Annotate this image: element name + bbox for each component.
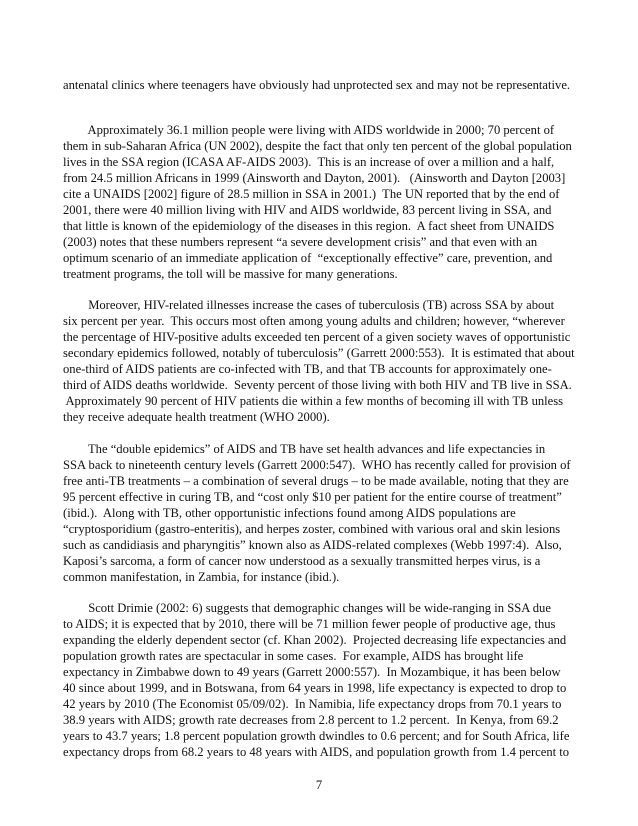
text-line: the percentage of HIV-positive adults exceeded ten percent of a given society waves of opportunistic xyxy=(63,330,571,344)
text-line: population growth rates are spectacular in some cases. For example, AIDS has brought life xyxy=(63,649,524,663)
text-line: them in sub-Saharan Africa (UN 2002), despite the fact that only ten percent of the global population xyxy=(63,139,572,153)
text-line: optimum scenario of an immediate application of “exceptionally effective” care, prevention, and xyxy=(63,251,553,265)
text-line: (2003) notes that these numbers represent “a severe development crisis” and that even with an xyxy=(63,235,538,249)
text-line: Approximately 90 percent of HIV patients die within a few months of becoming ill with TB unless xyxy=(63,394,564,408)
text-line: secondary epidemics followed, notably of tuberculosis” (Garrett 2000:553). It is estimated that about xyxy=(63,346,575,360)
text-line: 40 since about 1999, and in Botswana, from 64 years in 1998, life expectancy is expected to drop to xyxy=(63,681,567,695)
text-line: “cryptosporidium (gastro-enteritis), and herpes zoster, combined with various oral and skin lesions xyxy=(63,522,561,536)
text-line: SSA back to nineteenth century levels (Garrett 2000:547). WHO has recently called for provision of xyxy=(63,458,571,472)
text-line: such as candidiasis and pharyngitis” known also as AIDS-related complexes (Webb 1997:4). Also, xyxy=(63,538,562,552)
text-line: Kaposi’s sarcoma, a form of cancer now understood as a sexually transmitted herpes virus, is a xyxy=(63,554,541,568)
text-line: The “double epidemics” of AIDS and TB have set health advances and life expectancies in xyxy=(63,442,546,456)
page-number: 7 xyxy=(315,778,323,792)
text-line: 95 percent effective in curing TB, and “cost only $10 per patient for the entire course of treatment” xyxy=(63,490,562,504)
text-line: cite a UNAIDS [2002] figure of 28.5 million in SSA in 2001.) The UN reported that by the end of xyxy=(63,187,560,201)
text-line: third of AIDS deaths worldwide. Seventy percent of those living with both HIV and TB live in SSA. xyxy=(63,378,572,392)
text-line: (ibid.). Along with TB, other opportunistic infections found among AIDS populations are xyxy=(63,506,516,520)
text-line: from 24.5 million Africans in 1999 (Ainsworth and Dayton, 2001). (Ainsworth and Dayton [2003] xyxy=(63,171,566,185)
text-line: they receive adequate health treatment (WHO 2000). xyxy=(63,410,330,424)
text-line: six percent per year. This occurs most often among young adults and children; however, “wherever xyxy=(63,314,565,328)
text-line: treatment programs, the toll will be massive for many generations. xyxy=(63,267,398,281)
text-line: to AIDS; it is expected that by 2010, there will be 71 million fewer people of productive age, thus xyxy=(63,617,556,631)
text-line: expanding the elderly dependent sector (cf. Khan 2002). Projected decreasing life expectancies and xyxy=(63,633,567,647)
text-line: Approximately 36.1 million people were living with AIDS worldwide in 2000; 70 percent of xyxy=(63,123,555,137)
text-line: 42 years by 2010 (The Economist 05/09/02). In Namibia, life expectancy drops from 70.1 years to xyxy=(63,697,562,711)
text-line: expectancy drops from 68.2 years to 48 years with AIDS, and population growth from 1.4 percent to xyxy=(63,745,570,759)
text-line: one-third of AIDS patients are co-infected with TB, and that TB accounts for approximately one- xyxy=(63,362,552,376)
text-line: expectancy in Zimbabwe down to 49 years (Garrett 2000:557). In Mozambique, it has been below xyxy=(63,665,561,679)
text-line: Moreover, HIV-related illnesses increase the cases of tuberculosis (TB) across SSA by about xyxy=(63,298,555,312)
text-line: years to 43.7 years; 1.8 percent population growth dwindles to 0.6 percent; and for South Africa, life xyxy=(63,729,570,743)
text-line: free anti-TB treatments – a combination of several drugs – to be made available, noting that they are xyxy=(63,474,569,488)
text-line: that little is known of the epidemiology of the diseases in this region. A fact sheet from UNAIDS xyxy=(63,219,555,233)
text-line: antenatal clinics where teenagers have obviously had unprotected sex and may not be representative. xyxy=(63,78,571,92)
text-line: 38.9 years with AIDS; growth rate decreases from 2.8 percent to 1.2 percent. In Kenya, from 69.2 xyxy=(63,713,559,727)
text-line: Scott Drimie (2002: 6) suggests that demographic changes will be wide-ranging in SSA due xyxy=(63,601,551,615)
text-line: common manifestation, in Zambia, for instance (ibid.). xyxy=(63,570,340,584)
text-line: lives in the SSA region (ICASA AF-AIDS 2003). This is an increase of over a million and a half, xyxy=(63,155,555,169)
text-line: 2001, there were 40 million living with HIV and AIDS worldwide, 83 percent living in SSA, and xyxy=(63,203,552,217)
